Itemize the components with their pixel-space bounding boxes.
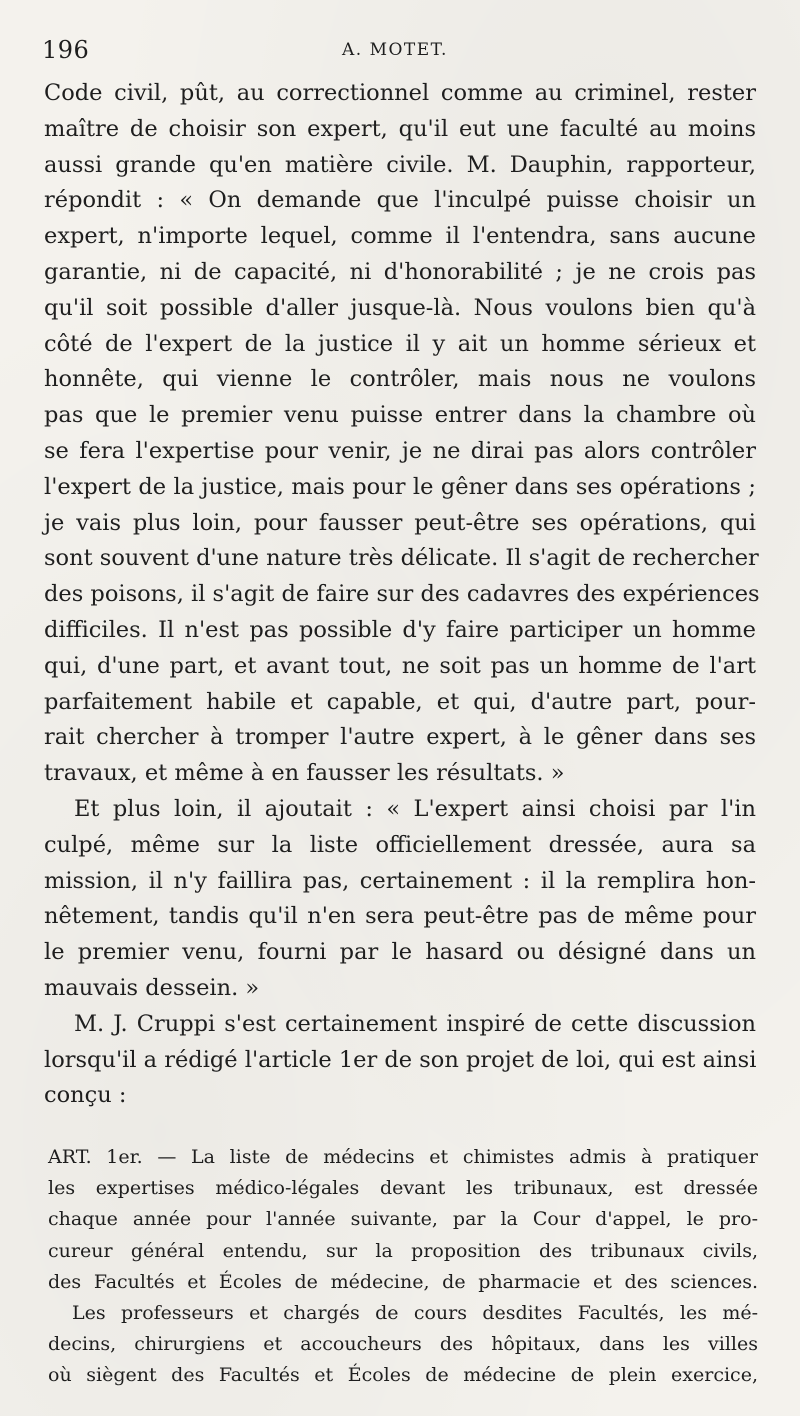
- text-line: côté de l'expert de la justice il y ait un homme sérieux et: [44, 330, 756, 357]
- text-line: parfaitement habile et capable, et qui, d'autre part, pour-: [44, 688, 756, 715]
- text-line: des poisons, il s'agit de faire sur des cadavres des expériences: [44, 581, 760, 608]
- law-article-quote: [48, 1142, 758, 1392]
- text-line: maître de choisir son expert, qu'il eut une faculté au moins: [44, 115, 756, 142]
- quote-line: les expertises médico-légales devant les tribunaux, est dressée: [48, 1177, 758, 1200]
- text-line: travaux, et même à en fausser les résultats. »: [44, 760, 565, 787]
- text-line: M. J. Cruppi s'est certainement inspiré de cette discussion: [74, 1010, 756, 1037]
- text-line: mauvais dessein. »: [44, 974, 260, 1001]
- text-line: Et plus loin, il ajoutait : « L'expert ainsi choisi par l'in: [74, 795, 756, 822]
- running-head: A. MOTET.: [342, 40, 448, 60]
- quote-line: Les professeurs et chargés de cours desdites Facultés, les mé-: [72, 1301, 758, 1324]
- text-line: se fera l'expertise pour venir, je ne dirai pas alors contrôler: [44, 437, 756, 464]
- text-line: lorsqu'il a rédigé l'article 1er de son projet de loi, qui est ainsi: [44, 1046, 757, 1073]
- quote-line: cureur général entendu, sur la proposition des tribunaux civils,: [48, 1239, 758, 1262]
- quote-line: où siègent des Facultés et Écoles de médecine de plein exercice,: [48, 1364, 758, 1387]
- text-line: je vais plus loin, pour fausser peut-être ses opérations, qui: [44, 509, 756, 536]
- text-line: nêtement, tandis qu'il n'en sera peut-être pas de même pour: [44, 903, 756, 930]
- text-line: rait chercher à tromper l'autre expert, à le gêner dans ses: [44, 724, 756, 751]
- quote-line: chaque année pour l'année suivante, par la Cour d'appel, le pro-: [48, 1208, 758, 1231]
- page-number: 196: [42, 36, 90, 64]
- text-line: mission, il n'y faillira pas, certainement : il la remplira hon-: [44, 867, 756, 894]
- text-line: garantie, ni de capacité, ni d'honorabilité ; je ne crois pas: [44, 258, 756, 285]
- quote-line: ART. 1er. — La liste de médecins et chimistes admis à pratiquer: [48, 1146, 758, 1168]
- text-line: difficiles. Il n'est pas possible d'y faire participer un homme: [44, 616, 756, 643]
- text-line: Code civil, pût, au correctionnel comme au criminel, rester: [44, 80, 756, 106]
- text-line: expert, n'importe lequel, comme il l'entendra, sans aucune: [44, 223, 756, 250]
- page-header: [42, 36, 762, 66]
- text-line: qui, d'une part, et avant tout, ne soit pas un homme de l'art: [44, 652, 756, 679]
- text-line: honnête, qui vienne le contrôler, mais nous ne voulons: [44, 366, 756, 393]
- text-line: sont souvent d'une nature très délicate. Il s'agit de rechercher: [44, 545, 759, 572]
- text-line: le premier venu, fourni par le hasard ou désigné dans un: [44, 939, 756, 966]
- text-line: qu'il soit possible d'aller jusque-là. Nous voulons bien qu'à: [44, 294, 756, 321]
- text-line: conçu :: [44, 1082, 127, 1109]
- text-line: pas que le premier venu puisse entrer dans la chambre où: [44, 402, 756, 429]
- quote-line: des Facultés et Écoles de médecine, de pharmacie et des sciences.: [48, 1270, 758, 1293]
- text-line: l'expert de la justice, mais pour le gêner dans ses opérations ;: [44, 473, 756, 500]
- text-line: aussi grande qu'en matière civile. M. Dauphin, rapporteur,: [44, 151, 756, 178]
- text-line: répondit : « On demande que l'inculpé puisse choisir un: [44, 187, 756, 214]
- text-line: culpé, même sur la liste officiellement dressée, aura sa: [44, 831, 756, 858]
- quote-line: decins, chirurgiens et accoucheurs des hôpitaux, dans les villes: [48, 1333, 758, 1356]
- main-text: [44, 76, 760, 1114]
